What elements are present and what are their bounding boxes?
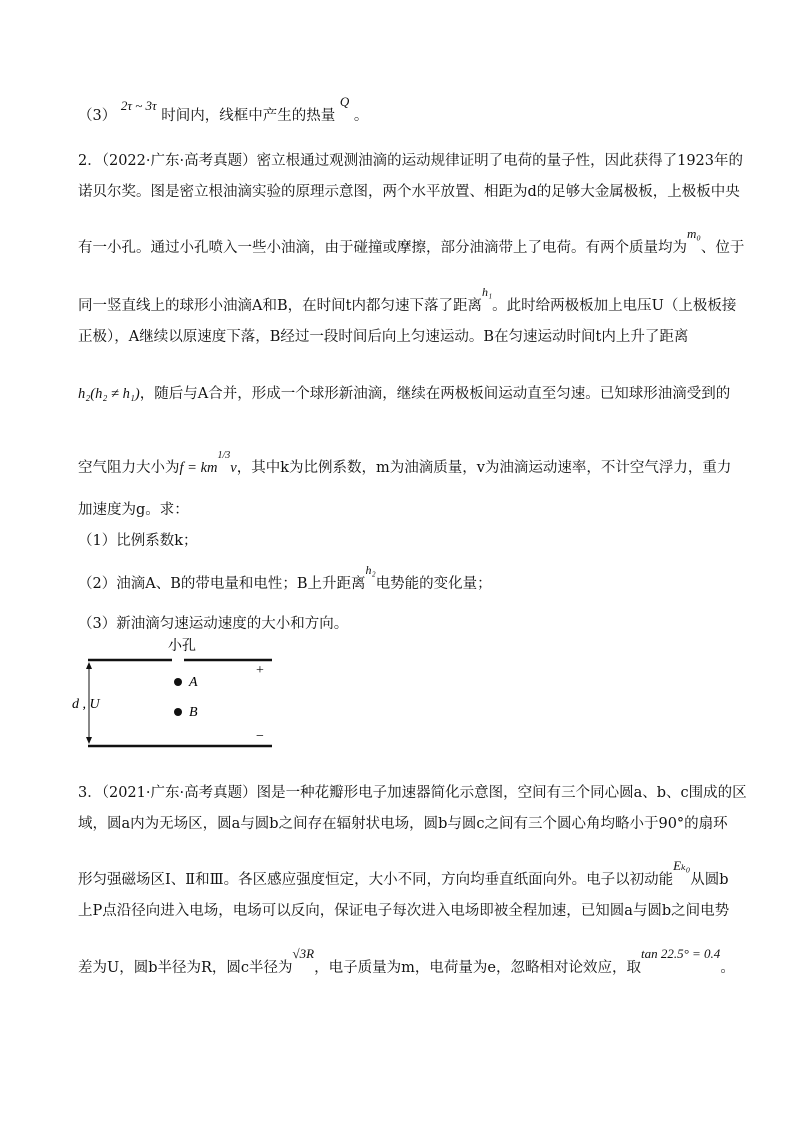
q2-line-3 [78, 226, 745, 258]
q3-line-3 [78, 858, 729, 890]
q3-line-3-text: 形匀强磁场区Ⅰ、Ⅱ和Ⅲ。各区感应强度恒定，大小不同，方向均垂直纸面向外。电子以初动能 [78, 872, 674, 888]
q2-line-6 [78, 384, 730, 404]
q3-line-2: 域，圆a内为无场区，圆a与圆b之间存在辐射状电场，圆b与圆c之间有三个圆心角均略小于90°的扇环 [78, 816, 728, 832]
q2-line-1: 2．（2022·广东·高考真题）密立根通过观测油滴的运动规律证明了电荷的量子性，因此获得了1923年的 [78, 153, 743, 169]
q2-line-2: 诺贝尔奖。图是密立根油滴实验的原理示意图，两个水平放置、相距为d的足够大金属极板，上极板中央 [78, 184, 740, 200]
q2-line-7 [78, 450, 732, 480]
q3-line-3-end: 从圆b [690, 872, 729, 888]
q2-sub-1: （1）比例系数k； [78, 533, 198, 549]
hole-label: 小孔 [168, 639, 196, 654]
minus-sign: − [256, 729, 264, 744]
q2-line-4-end: 。此时给两极板加上电压U（上极板接 [492, 298, 737, 314]
millikan-diagram [60, 636, 300, 756]
q2-mass-symbol: m₀ [687, 226, 701, 241]
q3-kinetic-energy-symbol: Eₖ₀ [673, 858, 691, 873]
q2-h2-condition: h₂(h₂ ≠ h₁) [78, 386, 140, 402]
q2-sub-2-text-a: （2）油滴A、B的带电量和电性；B上升距离 [78, 576, 366, 592]
q2-sub-2 [78, 563, 492, 594]
q2-drag-exponent: 1/3 [217, 450, 231, 461]
q1-sub3-line [78, 94, 369, 126]
q2-line-4 [78, 285, 737, 316]
q2-line-6-text: ，随后与A合并，形成一个球形新油滴，继续在两极板间运动直至匀速。已知球形油滴受到的 [139, 386, 731, 402]
q2-h1-symbol: h₁ [481, 285, 493, 299]
q3-line-5-text-b: ，电子质量为m，电荷量为e，忽略相对论效应，取 [314, 960, 641, 976]
q2-line-7-text-a: 空气阻力大小为 [78, 460, 180, 476]
plus-sign: + [256, 663, 264, 678]
q1-sub3-number: （3） [78, 108, 117, 124]
drop-b-label: B [189, 705, 198, 720]
q2-sub-3: （3）新油滴匀速运动速度的大小和方向。 [78, 616, 349, 632]
q2-line-8: 加速度为g。求： [78, 502, 189, 518]
q2-line-7-text-b: ，其中k为比例系数，m为油滴质量，v为油滴运动速率，不计空气浮力，重力 [236, 460, 732, 476]
oil-drop-a [174, 678, 182, 686]
q3-line-1: 3．（2021·广东·高考真题）图是一种花瓣形电子加速器简化示意图，空间有三个同心圆a、b、c围成的区 [78, 785, 747, 801]
q3-line-4: 上P点沿径向进入电场，电场可以反向，保证电子每次进入电场即被全程加速，已知圆a与圆b之间电势 [78, 903, 730, 919]
arrow-head-bottom [86, 737, 92, 744]
q2-drag-formula: f = km [179, 460, 218, 476]
oil-drop-b [174, 708, 182, 716]
q2-sub-2-text-b: 电势能的变化量； [375, 576, 492, 592]
q2-line-5: 正极），A继续以原速度下落，B经过一段时间后向上匀速运动。B在匀速运动时间t内上升了距离 [78, 329, 689, 345]
q2-line-4-text: 同一竖直线上的球形小油滴A和B，在时间t内都匀速下落了距离 [78, 298, 482, 314]
q2-sub-2-h2: h₂ [365, 563, 376, 577]
arrow-head-top [86, 662, 92, 669]
q1-sub3-text: 时间内，线框中产生的热量 [161, 108, 336, 124]
q3-radius-c: √3R [292, 946, 315, 961]
q1-sub3-time-range: 2τ ~ 3τ [120, 98, 157, 113]
q1-sub3-end: 。 [353, 108, 369, 124]
q2-drag-velocity: v [230, 460, 237, 476]
q3-line-5-end: 。 [720, 960, 735, 976]
drop-a-label: A [189, 675, 198, 690]
q2-line-3-text: 有一小孔。通过小孔喷入一些小油滴，由于碰撞或摩擦，部分油滴带上了电荷。有两个质量均为 [78, 240, 687, 256]
q1-sub3-heat-symbol: Q [339, 94, 350, 109]
q2-line-3-end: 、位于 [700, 240, 745, 256]
d-u-label: d , U [72, 697, 100, 712]
q3-tan-value: tan 22.5° = 0.4 [640, 946, 721, 961]
q3-line-5 [78, 946, 735, 978]
q3-line-5-text-a: 差为U，圆b半径为R，圆c半径为 [78, 960, 293, 976]
